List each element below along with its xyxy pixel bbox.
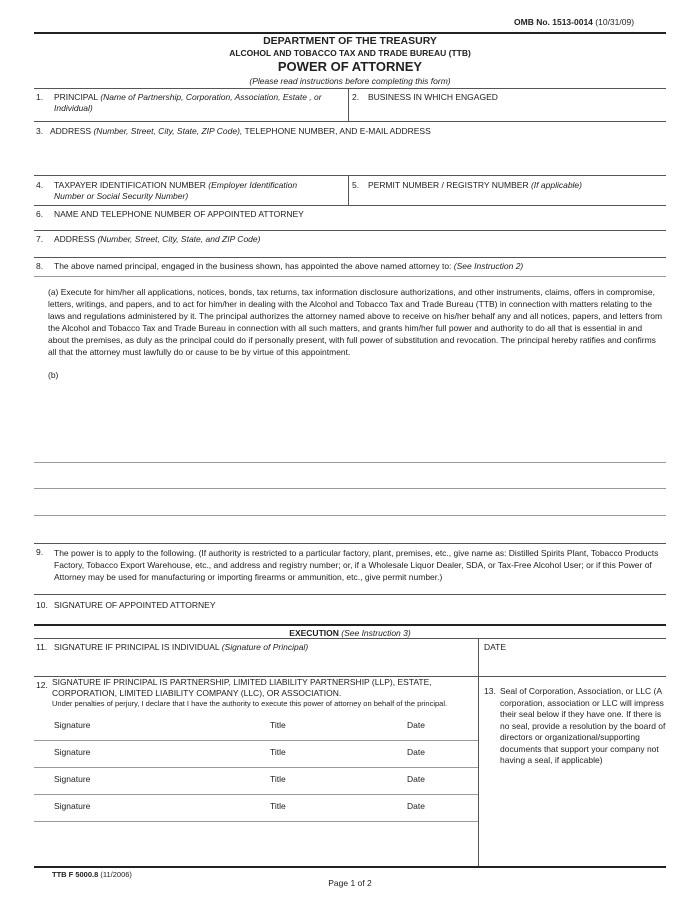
title-column-label: Title bbox=[270, 747, 286, 757]
bottom-rule bbox=[34, 866, 666, 868]
taxpayer-id-hint: Number or Social Security Number) bbox=[54, 191, 189, 201]
date-column-label: Date bbox=[407, 801, 425, 811]
signature-column-label: Signature bbox=[54, 720, 91, 730]
signature-line bbox=[34, 821, 478, 822]
execution-heading: EXECUTION (See Instruction 3) bbox=[289, 628, 411, 638]
field-12-number: 12. bbox=[36, 680, 48, 690]
rule bbox=[34, 624, 666, 626]
blank-line bbox=[34, 462, 666, 463]
rule bbox=[34, 638, 666, 639]
rule bbox=[34, 205, 666, 206]
omb-number: OMB No. 1513-0014 (10/31/09) bbox=[514, 17, 635, 27]
title-column-label: Title bbox=[270, 801, 286, 811]
department-title: DEPARTMENT OF THE TREASURY bbox=[263, 35, 437, 47]
signature-column-label: Signature bbox=[54, 801, 91, 811]
signature-line bbox=[34, 740, 478, 741]
title-column-label: Title bbox=[270, 720, 286, 730]
field-11-number: 11. bbox=[36, 642, 48, 652]
attorney-name-label: NAME AND TELEPHONE NUMBER OF APPOINTED ATTORNEY bbox=[54, 209, 304, 219]
attorney-address-label: ADDRESS (Number, Street, City, State, and ZIP Code) bbox=[54, 234, 261, 244]
taxpayer-id-label: TAXPAYER IDENTIFICATION NUMBER (Employer Identification bbox=[54, 180, 298, 190]
blank-line bbox=[34, 515, 666, 516]
principal-label: PRINCIPAL (Name of Partnership, Corporation, Association, Estate , or bbox=[54, 92, 322, 102]
seal-instructions: Seal of Corporation, Association, or LLC (A corporation, association or LLC will impress their seal below if they have one. If there is no seal, provide a resolution by the board of directors or organizational/supporting documents that support your company not having a seal, if applicable) bbox=[500, 686, 666, 765]
divider bbox=[478, 676, 479, 866]
divider bbox=[348, 175, 349, 205]
bureau-title: ALCOHOL AND TOBACCO TAX AND TRADE BUREAU (TTB) bbox=[229, 48, 471, 58]
rule bbox=[34, 230, 666, 231]
divider bbox=[348, 88, 349, 121]
form-title: POWER OF ATTORNEY bbox=[277, 59, 423, 74]
rule bbox=[34, 276, 666, 277]
top-rule bbox=[34, 32, 666, 34]
individual-signature-label: SIGNATURE IF PRINCIPAL IS INDIVIDUAL (Signature of Principal) bbox=[54, 642, 309, 652]
entity-signature-label-line2: CORPORATION, LIMITED LIABILITY COMPANY (LLC), OR ASSOCIATION. bbox=[52, 688, 342, 698]
authority-item-b: (b) bbox=[48, 370, 59, 380]
permit-label: PERMIT NUMBER / REGISTRY NUMBER (If applicable) bbox=[368, 180, 582, 190]
perjury-statement: Under penalties of perjury, I declare that I have the authority to execute this power of attorney on behalf of the principal. bbox=[52, 699, 448, 708]
title-column-label: Title bbox=[270, 774, 286, 784]
field-13-number: 13. bbox=[484, 686, 496, 696]
field-2-number: 2. bbox=[352, 92, 360, 102]
signature-line bbox=[34, 767, 478, 768]
entity-signature-label-line1: SIGNATURE IF PRINCIPAL IS PARTNERSHIP, LIMITED LIABILITY PARTNERSHIP (LLP), ESTATE, bbox=[52, 677, 432, 687]
principal-hint: Individual) bbox=[54, 103, 93, 113]
rule bbox=[34, 121, 666, 122]
power-applies-text: The power is to apply to the following. (If authority is restricted to a particular factory, plant, premises, etc., give name as: Distilled Spirits Plant, Tobacco Products Factory, Tobacco Export Warehouse, etc., and address and registry number; or, if a Wholesale Liquor Dealer, SDA, or Tax-Free Alcohol User; or if this Power of Attorney may be used for manufacturing or importing firearms or ammunition, etc., give permit number.) bbox=[54, 548, 659, 582]
form-instructions: (Please read instructions before completing this form) bbox=[249, 76, 451, 86]
date-column-label: Date bbox=[407, 747, 425, 757]
field-8-number: 8. bbox=[36, 261, 44, 271]
signature-column-label: Signature bbox=[54, 747, 91, 757]
page-number: Page 1 of 2 bbox=[328, 878, 372, 888]
date-column-label: Date bbox=[407, 720, 425, 730]
field-4-number: 4. bbox=[36, 180, 44, 190]
blank-line bbox=[34, 488, 666, 489]
form-number: TTB F 5000.8 (11/2006) bbox=[52, 870, 132, 879]
signature-line bbox=[34, 794, 478, 795]
field-5-number: 5. bbox=[352, 180, 360, 190]
rule bbox=[34, 88, 666, 89]
divider bbox=[478, 638, 479, 676]
field-9-number: 9. bbox=[36, 547, 44, 557]
attorney-signature-label: SIGNATURE OF APPOINTED ATTORNEY bbox=[54, 600, 216, 610]
field-6-number: 6. bbox=[36, 209, 44, 219]
field-1-number: 1. bbox=[36, 92, 44, 102]
rule bbox=[34, 257, 666, 258]
address-label: ADDRESS (Number, Street, City, State, ZIP Code), TELEPHONE NUMBER, AND E-MAIL ADDRESS bbox=[50, 126, 431, 136]
date-column-label: Date bbox=[407, 774, 425, 784]
field-7-number: 7. bbox=[36, 234, 44, 244]
field-3-number: 3. bbox=[36, 126, 44, 136]
signature-column-label: Signature bbox=[54, 774, 91, 784]
rule bbox=[34, 594, 666, 595]
business-label: BUSINESS IN WHICH ENGAGED bbox=[368, 92, 498, 102]
appointment-label: The above named principal, engaged in the business shown, has appointed the above named attorney to: (See Instruction 2) bbox=[54, 261, 524, 271]
rule bbox=[34, 543, 666, 544]
rule bbox=[34, 175, 666, 176]
date-label: DATE bbox=[484, 642, 507, 652]
authority-paragraph-a: (a) Execute for him/her all applications, notices, bonds, tax returns, tax information disclosure authorizations, and other instruments, claims, offers in compromise, letters, writings, and papers, and to act for him/her in dealing with the Alcohol and Tobacco Tax and Trade Bureau (TTB) in connection with matters relating to the laws and regulations administered by it. The principal authorizes the attorney named above to receive on his/her behalf any and all notices, papers, and letters from the Alcohol and Tobacco Tax and Trade Bureau in connection with all such matters, and grants him/her full power and authority to do all that is essential in and about the premises, as duly as the principal could do if personally present, with full power of substitution and revocation. The principal hereby ratifies and confirms all that the attorney must lawfully do or cause to be by virtue of this appointment. bbox=[48, 287, 663, 357]
field-10-number: 10. bbox=[36, 600, 48, 610]
